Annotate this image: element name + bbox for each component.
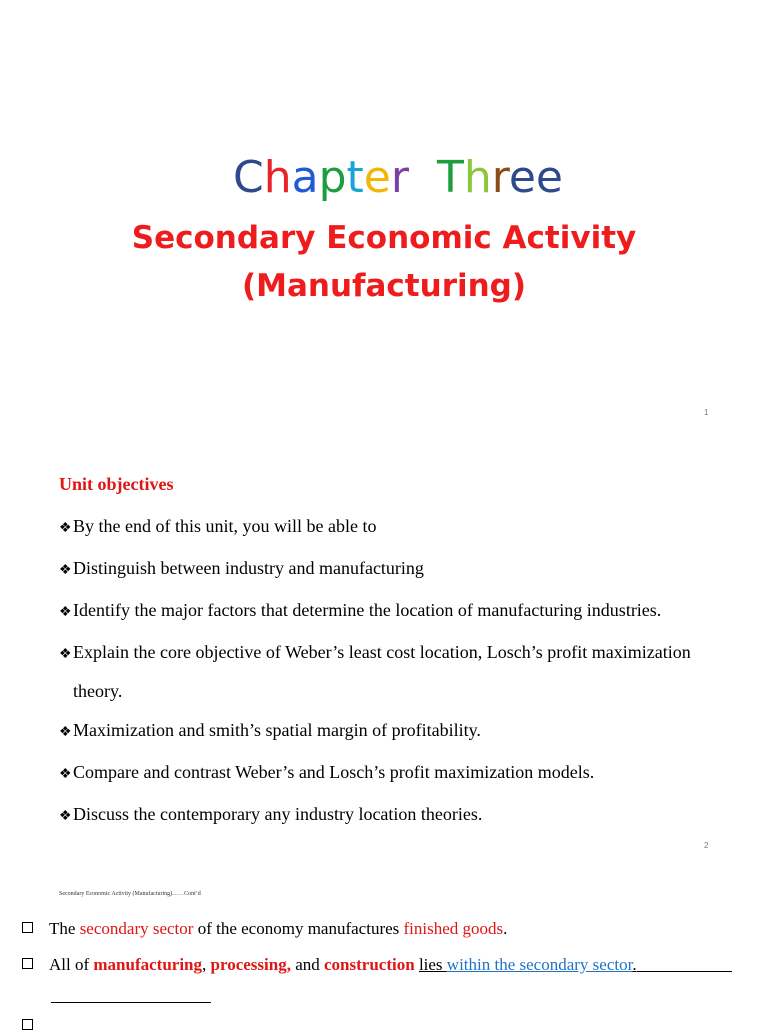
square-bullet-icon [22,922,33,933]
objective-text: Compare and contrast Weber’s and Losch’s profit maximization models. [73,762,595,782]
diamond-bullet-icon: ❖ [59,563,72,578]
objective-text: Identify the major factors that determine the location of manufacturing industries. [73,600,662,620]
text-run: All of [49,955,94,974]
objective-text: Explain the core objective of Weber’s least cost location, Losch’s profit maximization [73,642,691,662]
text-run: , [202,955,211,974]
chapter-letter: C [232,152,264,203]
page-number-1: 1 [704,408,709,417]
text-run: and [290,955,325,974]
underlined-text: lies [418,955,447,974]
diamond-bullet-icon: ❖ [59,647,72,662]
subtitle-line-1: Secondary Economic Activity [131,220,637,256]
highlight-term: finished goods [403,919,504,938]
bullet-point [22,954,762,976]
underlined-link-text: within the secondary sector [446,955,633,974]
diamond-bullet-icon: ❖ [59,725,72,740]
page-number-2: 2 [704,841,709,850]
objective-item [59,634,719,709]
subtitle-line-2: (Manufacturing) [241,268,527,304]
highlight-term: construction [324,955,415,974]
chapter-space [409,152,437,203]
objective-text: By the end of this unit, you will be able to [73,516,377,536]
chapter-letter: h [263,152,292,203]
objective-item [59,550,719,589]
text-run: . [632,955,637,974]
bullet-point [22,918,762,940]
square-bullet-icon [22,1019,33,1030]
text-run: of the economy manufactures [193,919,404,938]
text-run: The [49,919,80,938]
chapter-title [0,94,768,206]
diamond-bullet-icon: ❖ [59,809,72,824]
chapter-letter: p [318,152,347,203]
objective-text: Maximization and smith’s spatial margin of profitability. [73,720,481,740]
chapter-letter: a [291,152,319,203]
chapter-letter: r [491,152,509,203]
highlight-term: processing, [210,955,291,974]
unit-objectives-heading: Unit objectives [59,474,174,494]
objective-item [59,754,719,793]
objective-item [59,796,719,835]
chapter-letter: T [436,152,464,203]
objective-text: Distinguish between industry and manufacturing [73,558,424,578]
diamond-bullet-icon: ❖ [59,767,72,782]
slide-subtitle [0,214,768,310]
fill-in-blank-line [51,1002,211,1003]
fill-in-blank [637,956,732,972]
objective-item [59,508,719,547]
text-run: . [503,919,508,938]
objective-text: Discuss the contemporary any industry location theories. [73,804,483,824]
chapter-letter: r [390,152,409,203]
diamond-bullet-icon: ❖ [59,521,72,536]
diamond-bullet-icon: ❖ [59,605,72,620]
chapter-letter: e [363,152,391,203]
highlight-term: secondary sector [79,919,194,938]
square-bullet-icon [22,958,33,969]
chapter-letter: t [346,152,364,203]
running-header: Secondary Economic Activity (Manufacturing)……Cont’d [59,891,201,897]
objective-text-continuation: theory. [73,681,123,701]
highlight-term: manufacturing [93,955,203,974]
objective-item [59,592,719,631]
chapter-letter: e [535,152,563,203]
objective-item [59,712,719,751]
chapter-letter: h [463,152,492,203]
chapter-letter: e [508,152,536,203]
